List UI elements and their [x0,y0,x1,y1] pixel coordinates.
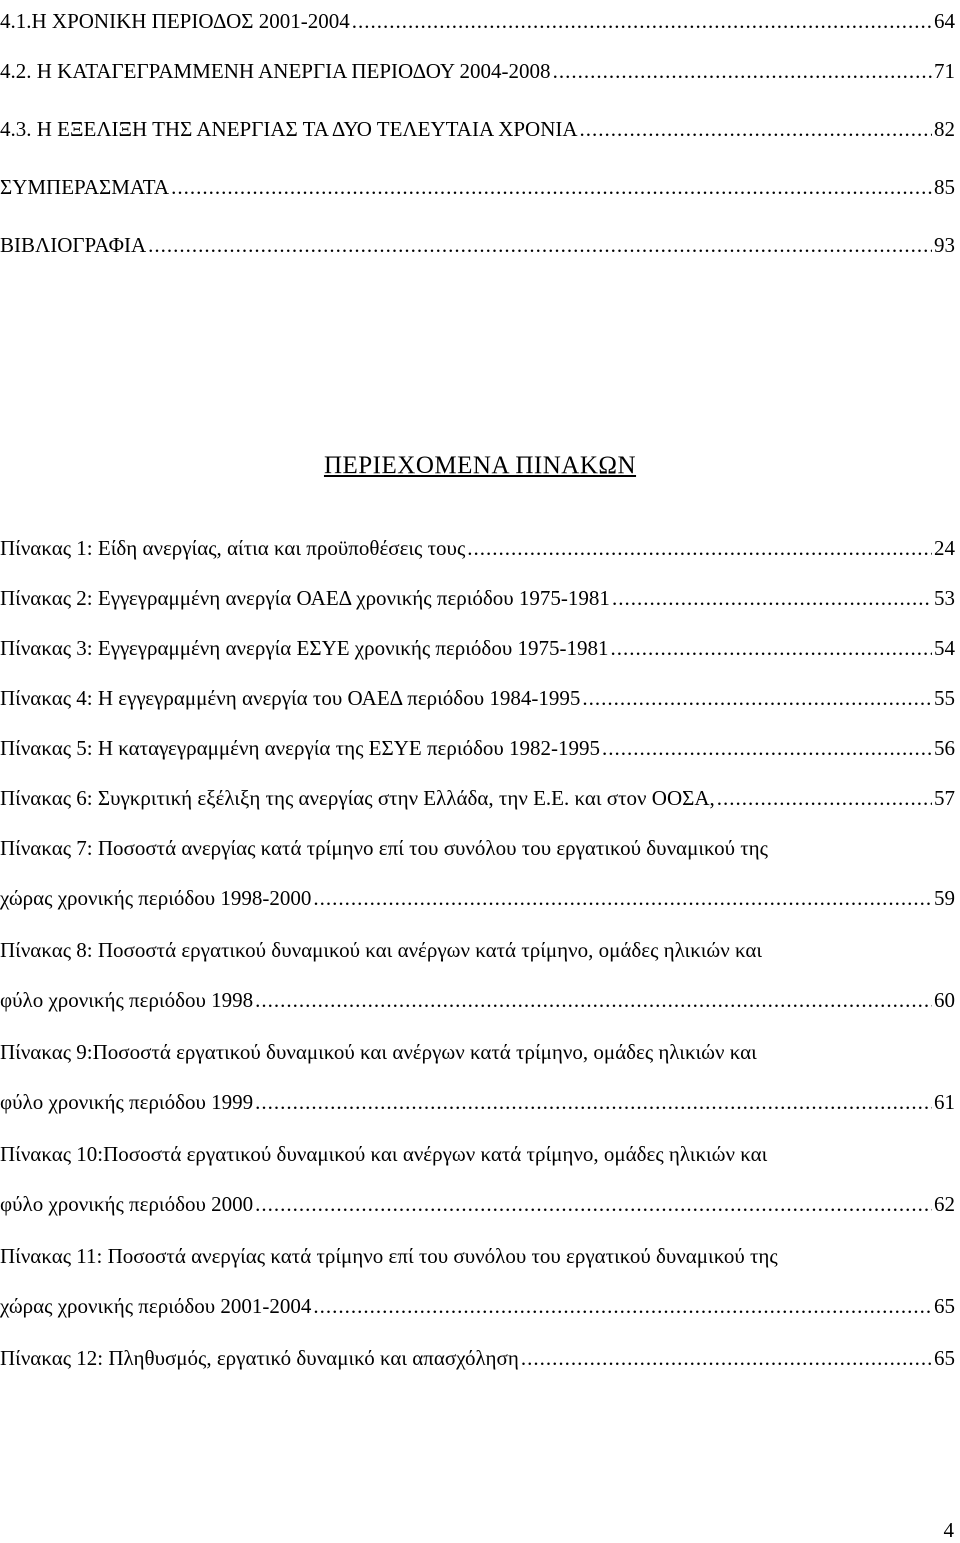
toc-entry-title: 4.2. Η ΚΑΤΑΓΕΓΡΑΜΜΕΝΗ ΑΝΕΡΓΙΑ ΠΕΡΙΟΔΟΥ 2004-2008 [0,59,551,83]
table-entry-title: Πίνακας 3: Εγγεγραμμένη ανεργία ΕΣΥΕ χρονικής περιόδου 1975-1981 [0,636,609,660]
table-entry-page: 54 [934,636,955,660]
dot-leader [467,523,932,573]
tables-list-heading: ΠΕΡΙΕΧΟΜΕΝΑ ΠΙΝΑΚΩΝ [323,452,637,479]
table-entry[interactable] [0,623,955,673]
dot-leader [313,1281,932,1331]
table-entry-page: 60 [934,988,955,1012]
table-entry-page: 61 [934,1090,955,1114]
dot-leader [521,1333,932,1383]
dot-leader [582,673,932,723]
table-entry-page: 55 [934,686,955,710]
table-entry-page: 53 [934,586,955,610]
toc-entry-title: ΒΙΒΛΙΟΓΡΑΦΙΑ [0,233,147,257]
table-entry-title: Πίνακας 9:Ποσοστά εργατικού δυναμικού και ανέργων κατά τρίμηνο, ομάδες ηλικιών και [0,1040,757,1064]
table-entry[interactable] [0,1231,955,1333]
toc-entry[interactable] [0,0,955,42]
table-entry-title-continued: χώρας χρονικής περιόδου 1998-2000 [0,886,312,910]
dot-leader [580,100,932,158]
table-of-contents [0,0,955,274]
table-entry-page: 24 [934,536,955,560]
table-entry-title: Πίνακας 8: Ποσοστά εργατικού δυναμικού και ανέργων κατά τρίμηνο, ομάδες ηλικιών και [0,938,763,962]
toc-entry-page: 85 [934,175,955,199]
toc-entry-title: ΣΥΜΠΕΡΑΣΜΑΤΑ [0,175,170,199]
table-entry[interactable] [0,1333,955,1383]
toc-entry-page: 64 [934,9,955,33]
dot-leader [717,773,932,823]
table-entry-page: 65 [934,1294,955,1318]
toc-entry-page: 71 [934,59,955,83]
toc-entry-page: 93 [934,233,955,257]
table-entry-title-continued: φύλο χρονικής περιόδου 1998 [0,988,254,1012]
dot-leader [610,623,932,673]
dot-leader [352,0,932,42]
table-entry-title-continued: φύλο χρονικής περιόδου 1999 [0,1090,254,1114]
toc-entry[interactable] [0,100,955,158]
table-entry[interactable] [0,523,955,573]
toc-entry[interactable] [0,216,955,274]
table-entry-title: Πίνακας 10:Ποσοστά εργατικού δυναμικού και ανέργων κατά τρίμηνο, ομάδες ηλικιών και [0,1142,768,1166]
table-entry-title: Πίνακας 1: Είδη ανεργίας, αίτια και προϋποθέσεις τους [0,536,466,560]
toc-entry-title: 4.3. Η ΕΞΕΛΙΞΗ ΤΗΣ ΑΝΕΡΓΙΑΣ ΤΑ ΔΥΟ ΤΕΛΕΥΤΑΙΑ ΧΡΟΝΙΑ [0,117,578,141]
dot-leader [602,723,932,773]
table-entry[interactable] [0,773,955,823]
table-entry-page: 59 [934,886,955,910]
table-entry-title: Πίνακας 12: Πληθυσμός, εργατικό δυναμικό και απασχόληση [0,1346,519,1370]
dot-leader [612,573,932,623]
table-entry-title-continued: χώρας χρονικής περιόδου 2001-2004 [0,1294,312,1318]
dot-leader [171,158,932,216]
dot-leader [313,873,932,923]
table-entry-title: Πίνακας 5: Η καταγεγραμμένη ανεργία της ΕΣΥΕ περιόδου 1982-1995 [0,736,601,760]
table-entry-page: 62 [934,1192,955,1216]
table-entry-title: Πίνακας 11: Ποσοστά ανεργίας κατά τρίμηνο επί του συνόλου του εργατικού δυναμικού της [0,1244,778,1268]
table-entry-page: 57 [934,786,955,810]
table-entry-page: 56 [934,736,955,760]
toc-entry[interactable] [0,158,955,216]
table-entry[interactable] [0,823,955,925]
dot-leader [255,1077,932,1127]
table-entry-title: Πίνακας 6: Συγκριτική εξέλιξη της ανεργίας στην Ελλάδα, την Ε.Ε. και στον ΟΟΣΑ, [0,786,715,810]
table-entry[interactable] [0,1129,955,1231]
table-entry-title: Πίνακας 4: Η εγγεγραμμένη ανεργία του ΟΑΕΔ περιόδου 1984-1995 [0,686,581,710]
table-entry-title: Πίνακας 2: Εγγεγραμμένη ανεργία ΟΑΕΔ χρονικής περιόδου 1975-1981 [0,586,610,610]
dot-leader [148,216,932,274]
toc-entry-title: 4.1.Η ΧΡΟΝΙΚΗ ΠΕΡΙΟΔΟΣ 2001-2004 [0,9,350,33]
table-entry-title: Πίνακας 7: Ποσοστά ανεργίας κατά τρίμηνο επί του συνόλου του εργατικού δυναμικού της [0,836,768,860]
table-entry-title-continued: φύλο χρονικής περιόδου 2000 [0,1192,254,1216]
table-entry[interactable] [0,673,955,723]
table-entry[interactable] [0,1027,955,1129]
page-number: 4 [943,1518,954,1542]
table-entry-page: 65 [934,1346,955,1370]
toc-entry[interactable] [0,42,955,100]
table-entry[interactable] [0,573,955,623]
dot-leader [553,42,932,100]
table-entry[interactable] [0,925,955,1027]
dot-leader [255,975,932,1025]
list-of-tables [0,523,955,1383]
toc-entry-page: 82 [934,117,955,141]
dot-leader [255,1179,932,1229]
table-entry[interactable] [0,723,955,773]
